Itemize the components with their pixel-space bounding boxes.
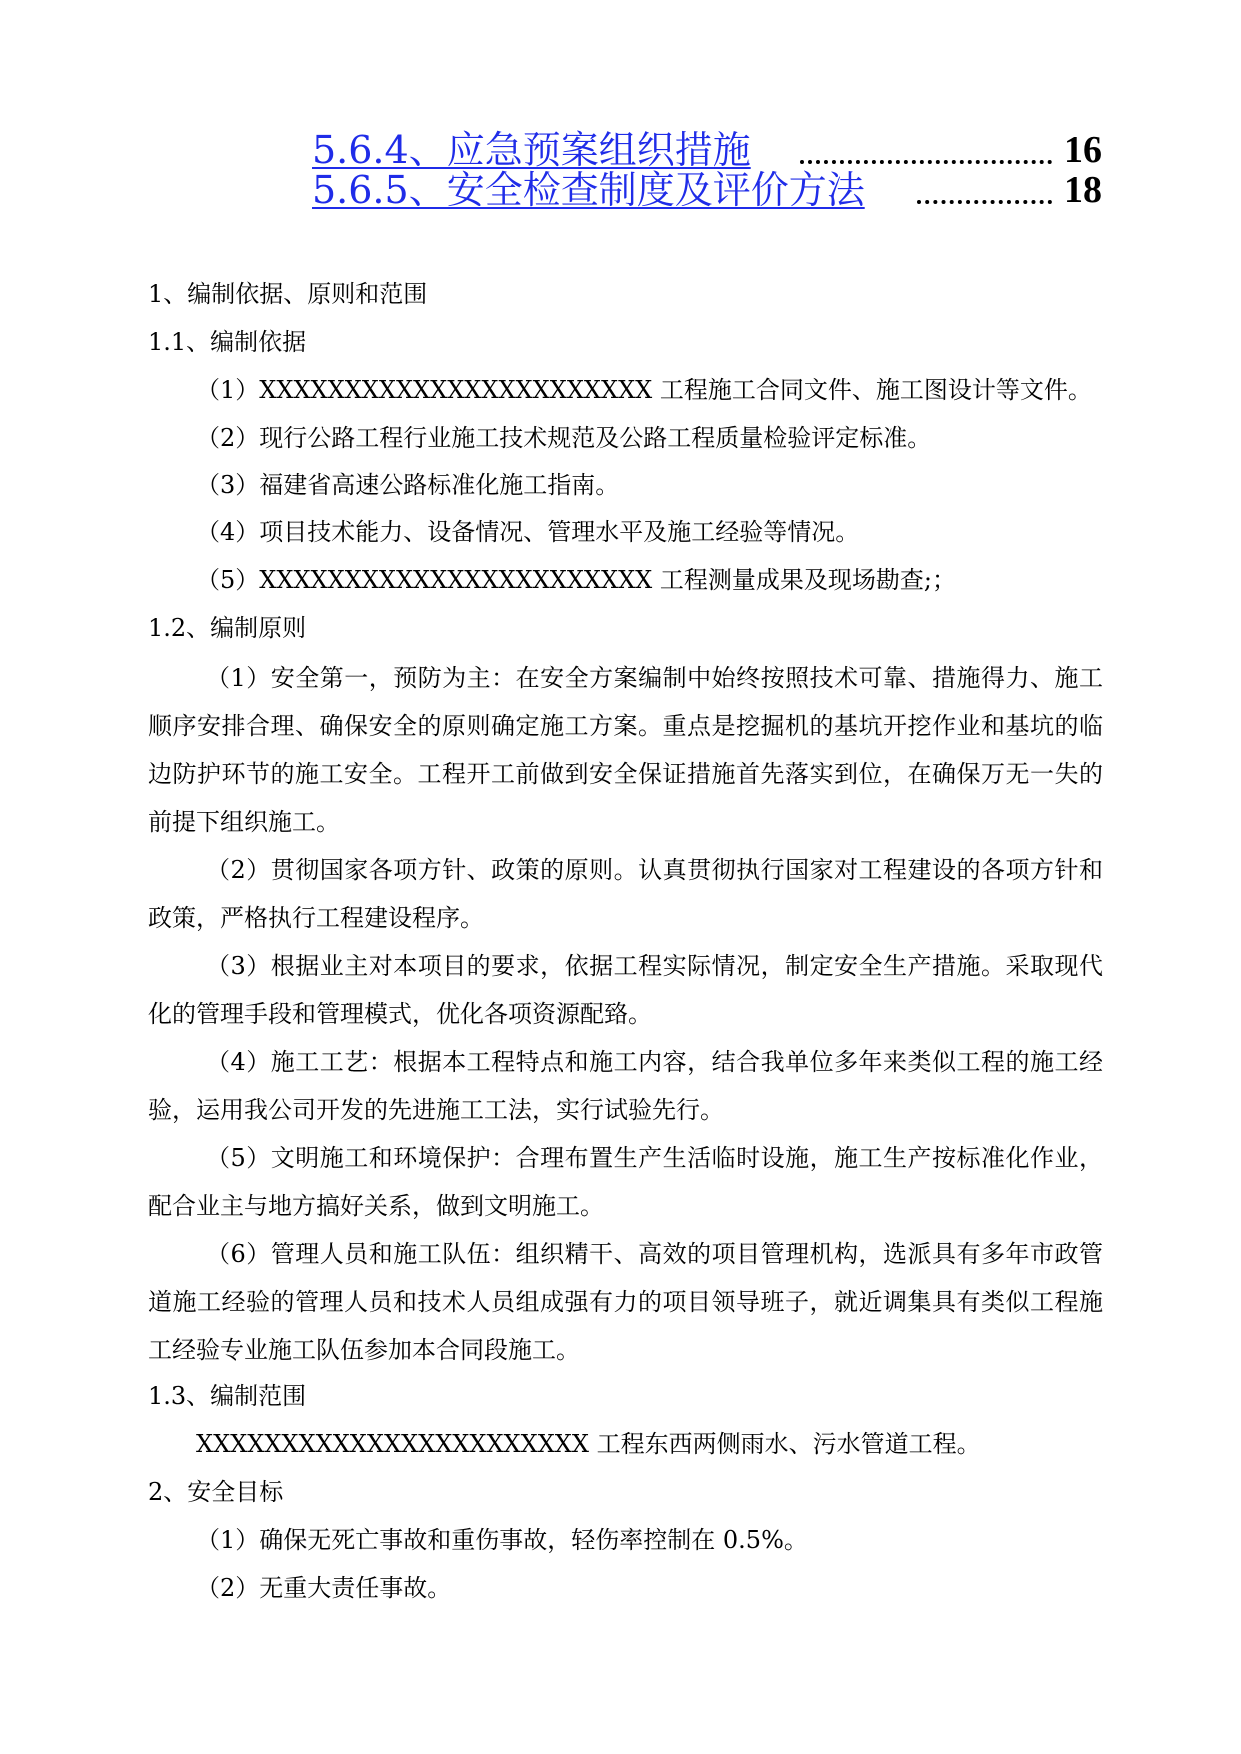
principle-paragraph: （4）施工工艺：根据本工程特点和施工内容，结合我单位多年来类似工程的施工经验，运用我公司开发的先进施工工法，实行试验先行。 — [148, 1048, 1103, 1124]
principle-paragraph: （2）贯彻国家各项方针、政策的原则。认真贯彻执行国家对工程建设的各项方针和政策，严格执行工程建设程序。 — [148, 856, 1103, 932]
heading-1: 1、编制依据、原则和范围 — [148, 280, 428, 308]
scope-text: XXXXXXXXXXXXXXXXXXXXXXX 工程东西两侧雨水、污水管道工程。 — [196, 1430, 981, 1458]
basis-item: （2）现行公路工程行业施工技术规范及公路工程质量检验评定标准。 — [196, 424, 932, 452]
toc-entry-link[interactable]: 5.6.4、应急预案组织措施 — [312, 128, 751, 172]
principle-paragraph: （3）根据业主对本项目的要求，依据工程实际情况，制定安全生产措施。采取现代化的管理手段和管理模式，优化各项资源配臵。 — [148, 952, 1103, 1028]
principle-paragraph: （1）安全第一，预防为主：在安全方案编制中始终按照技术可靠、措施得力、施工顺序安排合理、确保安全的原则确定施工方案。重点是挖掘机的基坑开挖作业和基坑的临边防护环节的施工安全。工程开工前做到安全保证措施首先落实到位，在确保万无一失的前提下组织施工。 — [148, 664, 1103, 836]
heading-1-3: 1.3、编制范围 — [148, 1382, 307, 1410]
toc-page-number: 18 — [1064, 169, 1102, 211]
toc-page-number: 16 — [1064, 129, 1102, 171]
heading-1-2: 1.2、编制原则 — [148, 614, 307, 642]
goal-item: （1）确保无死亡事故和重伤事故，轻伤率控制在 0.5%。 — [196, 1526, 808, 1554]
document-body — [148, 0, 1103, 1754]
basis-item: （1）XXXXXXXXXXXXXXXXXXXXXXX 工程施工合同文件、施工图设计等文件。 — [196, 376, 1092, 404]
basis-item: （4）项目技术能力、设备情况、管理水平及施工经验等情况。 — [196, 518, 860, 546]
toc-entry-link[interactable]: 5.6.5、安全检查制度及评价方法 — [312, 168, 865, 212]
goal-item: （2）无重大责任事故。 — [196, 1574, 452, 1602]
heading-2: 2、安全目标 — [148, 1478, 284, 1506]
basis-item: （3）福建省高速公路标准化施工指南。 — [196, 471, 620, 499]
principle-paragraph: （5）文明施工和环境保护：合理布置生产生活临时设施，施工生产按标准化作业，配合业主与地方搞好关系，做到文明施工。 — [148, 1144, 1103, 1220]
principle-paragraph: （6）管理人员和施工队伍：组织精干、高效的项目管理机构，选派具有多年市政管道施工经验的管理人员和技术人员组成强有力的项目领导班子，就近调集具有类似工程施工经验专业施工队伍参加本合同段施工。 — [148, 1240, 1103, 1364]
basis-item: （5）XXXXXXXXXXXXXXXXXXXXXXX 工程测量成果及现场勘查;； — [196, 566, 956, 594]
heading-1-1: 1.1、编制依据 — [148, 328, 307, 356]
